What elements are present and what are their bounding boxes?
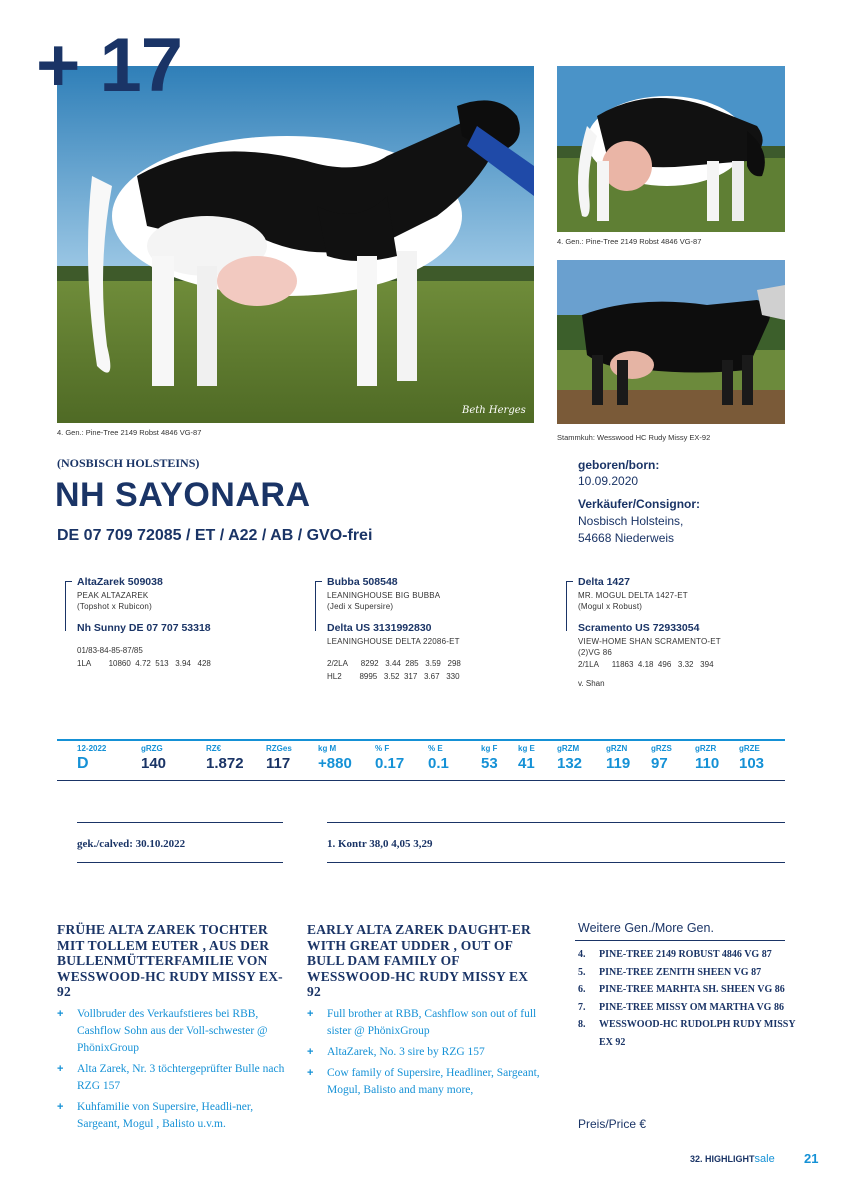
index-table — [57, 744, 785, 778]
index-date: 12-2022 — [77, 744, 107, 753]
bottom-right-photo-caption: Stammkuh: Wesswood HC Rudy Missy EX-92 — [557, 433, 711, 442]
index-cell-kg-e — [518, 744, 535, 772]
english-heading: EARLY ALTA ZAREK DAUGHT-ER WITH GREAT UDDER , OUT OF BULL DAM FAMILY OF WESSWOOD-HC RUDY MISSY EX 92 — [307, 922, 531, 999]
main-photo-caption: 4. Gen.: Pine-Tree 2149 Robst 4846 VG-87 — [57, 428, 202, 437]
generation-number: 4. — [578, 949, 586, 960]
index-cell-grzg — [141, 744, 166, 772]
pedigree-dam-detail: VIEW-HOME SHAN SCRAMENTO-ET — [578, 637, 721, 646]
english-bullet — [307, 1044, 542, 1061]
pedigree-sire-parents: (Topshot x Rubicon) — [77, 602, 152, 611]
top-right-photo-caption: 4. Gen.: Pine-Tree 2149 Robst 4846 VG-87 — [557, 237, 702, 246]
index-value: 110 — [695, 755, 720, 772]
calved-top-rule — [77, 822, 283, 823]
index-value: 41 — [518, 755, 535, 772]
bullet-text: AltaZarek, No. 3 sire by RZG 157 — [327, 1045, 485, 1058]
breeder-name: (NOSBISCH HOLSTEINS) — [57, 456, 200, 470]
pedigree-dam: Nh Sunny DE 07 707 53318 — [77, 622, 211, 634]
german-bullet — [57, 1099, 289, 1133]
generation-text: PINE-TREE MARHTA SH. SHEEN VG 86 — [599, 984, 785, 995]
index-cell-rzges — [266, 744, 292, 772]
generation-item — [578, 999, 808, 1017]
generation-number: 5. — [578, 966, 586, 978]
consignor-label: Verkäufer/Consignor: — [578, 497, 701, 511]
pedigree-column-2 — [327, 576, 557, 683]
consignor-line-2: 54668 Niederweis — [578, 531, 675, 545]
consignor-value — [578, 513, 683, 547]
lot-number: + 17 — [36, 23, 183, 108]
index-cell-grzr — [695, 744, 719, 772]
main-cow-photo — [57, 66, 534, 423]
born-value: 10.09.2020 — [578, 474, 639, 488]
generation-item — [578, 981, 808, 999]
index-cell-grze — [739, 744, 764, 772]
pedigree-sire-detail: LEANINGHOUSE BIG BUBBA — [327, 591, 441, 600]
pedigree-dam-detail: LEANINGHOUSE DELTA 22086-ET — [327, 637, 460, 646]
pedigree-performance-1: 2/2LA 8292 3.44 285 3.59 298 — [327, 659, 461, 668]
more-generations-list — [578, 946, 808, 1051]
more-generations-title: Weitere Gen./More Gen. — [578, 921, 714, 935]
generation-number: 8. — [578, 1019, 586, 1030]
index-label: gRZS — [651, 744, 672, 753]
plus-icon: + — [57, 1007, 64, 1020]
plus-icon: + — [57, 1100, 64, 1113]
index-cell-kg-m — [318, 744, 352, 772]
german-heading: FRÜHE ALTA ZAREK TOCHTER MIT TOLLEM EUTER , AUS DER BULLENMÜTTERFAMILIE VON WESSWOOD-HC RUDY MISSY EX-92 — [57, 922, 283, 999]
pedigree-dam: Delta US 3131992830 — [327, 622, 432, 634]
pedigree-sire: Bubba 508548 — [327, 576, 398, 588]
page-number: 21 — [804, 1151, 819, 1166]
bullet-text: Vollbruder des Verkaufstieres bei RBB, Cashflow Sohn aus der Voll-schwester @ PhönixGroup — [77, 1007, 268, 1054]
generation-number: 6. — [578, 984, 586, 995]
kontr-bottom-rule — [327, 862, 785, 863]
index-cell-rz-euro — [206, 744, 244, 772]
index-label: RZ€ — [206, 744, 222, 753]
plus-icon: + — [307, 1066, 314, 1079]
index-value: 0.17 — [375, 755, 405, 772]
bottom-right-cow-photo — [557, 260, 785, 424]
pedigree-performance-1: 2/1LA 11863 4.18 496 3.32 394 — [578, 660, 714, 669]
born-label: geboren/born: — [578, 458, 660, 472]
more-generations-rule — [575, 940, 785, 941]
index-value: 140 — [141, 755, 167, 772]
generation-item — [578, 964, 808, 982]
generation-text: PINE-TREE 2149 ROBUST 4846 VG 87 — [599, 949, 772, 960]
index-grade: D — [77, 755, 89, 772]
index-label: gRZN — [606, 744, 628, 753]
index-value: 97 — [651, 755, 668, 772]
pedigree-sire: AltaZarek 509038 — [77, 576, 163, 588]
price-label: Preis/Price € — [578, 1117, 647, 1131]
plus-icon: + — [307, 1045, 314, 1058]
english-bullet — [307, 1065, 542, 1099]
german-bullet-list — [57, 1006, 289, 1133]
index-label: % F — [375, 744, 390, 753]
generation-number: 7. — [578, 1001, 586, 1013]
german-bullet — [57, 1006, 289, 1057]
kontr-top-rule — [327, 822, 785, 823]
pedigree-dam: Scramento US 72933054 — [578, 622, 700, 634]
footer-brand-text: 32. HIGHLIGHT — [690, 1154, 755, 1164]
generation-item — [578, 1016, 808, 1051]
animal-name: NH SAYONARA — [55, 476, 311, 514]
generation-text: PINE-TREE ZENITH SHEEN VG 87 — [599, 966, 762, 978]
bullet-text: Cow family of Supersire, Headliner, Sargeant, Mogul, Balisto and many more, — [327, 1066, 540, 1096]
index-cell-pct-f — [375, 744, 404, 772]
index-label: kg F — [481, 744, 498, 753]
footer-brand — [690, 1153, 775, 1165]
index-label: % E — [428, 744, 443, 753]
photo-signature: Beth Herges — [462, 405, 526, 416]
plus-icon: + — [57, 1062, 64, 1075]
english-bullet-list — [307, 1006, 542, 1099]
index-value: 117 — [266, 755, 291, 772]
calved-bottom-rule — [77, 862, 283, 863]
first-control: 1. Kontr 38,0 4,05 3,29 — [327, 838, 433, 850]
pedigree-performance-1: 01/83-84-85-87/85 — [77, 646, 143, 655]
pedigree-sire: Delta 1427 — [578, 576, 630, 588]
pedigree-column-1 — [77, 576, 307, 670]
pedigree-performance-2: HL2 8995 3.52 317 3.67 330 — [327, 672, 460, 681]
index-date-cell — [77, 744, 106, 773]
index-bottom-rule — [57, 780, 785, 781]
generation-text: PINE-TREE MISSY OM MARTHA VG 86 — [599, 1001, 784, 1013]
index-value: 53 — [481, 755, 498, 772]
pedigree-dam-classification: (2)VG 86 — [578, 648, 613, 657]
index-value: 103 — [739, 755, 765, 772]
english-bullet — [307, 1006, 542, 1040]
index-value: 119 — [606, 755, 631, 772]
index-value: 1.872 — [206, 755, 244, 772]
bullet-text: Full brother at RBB, Cashflow son out of full sister @ PhönixGroup — [327, 1007, 537, 1037]
index-cell-grzm — [557, 744, 582, 772]
plus-icon: + — [307, 1007, 314, 1020]
index-value: +880 — [318, 755, 352, 772]
index-cell-pct-e — [428, 744, 449, 772]
index-label: gRZR — [695, 744, 717, 753]
bullet-text: Kuhfamilie von Supersire, Headli-ner, Sargeant, Mogul , Balisto u.v.m. — [77, 1100, 254, 1130]
generation-text: WESSWOOD-HC RUDOLPH RUDY MISSY EX 92 — [599, 1019, 796, 1048]
calved-date: gek./calved: 30.10.2022 — [77, 838, 186, 850]
pedigree-sire-detail: MR. MOGUL DELTA 1427-ET — [578, 591, 688, 600]
pedigree-column-3 — [578, 576, 808, 690]
bullet-text: Alta Zarek, Nr. 3 töchtergeprüfter Bulle nach RZG 157 — [77, 1062, 285, 1092]
pedigree-performance-2: v. Shan — [578, 679, 605, 688]
pedigree-performance-2: 1LA 10860 4.72 513 3.94 428 — [77, 659, 211, 668]
index-cell-kg-f — [481, 744, 498, 772]
index-label: kg M — [318, 744, 337, 753]
pedigree-sire-parents: (Mogul x Robust) — [578, 602, 643, 611]
german-description — [57, 922, 289, 1137]
index-label: RZGes — [266, 744, 292, 753]
index-top-rule — [57, 739, 785, 741]
registration-line: DE 07 709 72085 / ET / A22 / AB / GVO-frei — [57, 527, 373, 544]
index-cell-grzn — [606, 744, 630, 772]
generation-item — [578, 946, 808, 964]
footer-brand-sale: sale — [754, 1153, 775, 1165]
index-value: 0.1 — [428, 755, 449, 772]
pedigree-sire-detail: PEAK ALTAZAREK — [77, 591, 149, 600]
index-label: gRZM — [557, 744, 580, 753]
german-bullet — [57, 1061, 289, 1095]
index-label: kg E — [518, 744, 535, 753]
consignor-line-1: Nosbisch Holsteins, — [578, 514, 684, 528]
index-value: 132 — [557, 755, 583, 772]
index-cell-grzs — [651, 744, 672, 772]
english-description — [307, 922, 542, 1103]
top-right-cow-photo — [557, 66, 785, 232]
index-label: gRZE — [739, 744, 760, 753]
index-label: gRZG — [141, 744, 163, 753]
pedigree-sire-parents: (Jedi x Supersire) — [327, 602, 394, 611]
